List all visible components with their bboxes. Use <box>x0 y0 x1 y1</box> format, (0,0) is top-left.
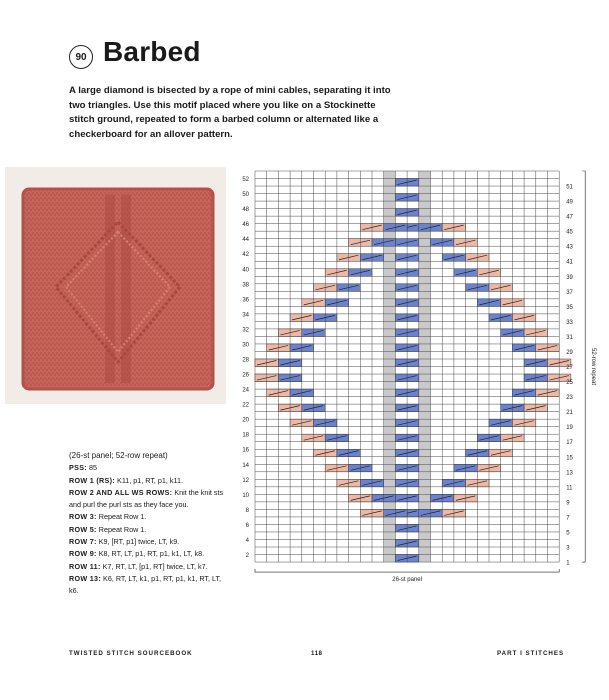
row-number-left: 34 <box>242 312 249 319</box>
row-number-right: 49 <box>566 199 573 206</box>
instruction-row: ROW 2 AND ALL WS ROWS: Knit the knit sts and purl the purl sts as they face you. <box>69 487 224 510</box>
row-number-left: 10 <box>242 492 249 499</box>
row-number-right: 51 <box>566 184 573 191</box>
row-number-left: 44 <box>242 237 249 244</box>
panel-bracket <box>255 569 559 572</box>
row-number-left: 28 <box>242 357 249 364</box>
row-number-left: 46 <box>242 222 249 229</box>
row-number-left: 8 <box>245 507 249 514</box>
instruction-row: ROW 3: Repeat Row 1. <box>69 512 147 522</box>
row-number-left: 42 <box>242 252 249 259</box>
row-number-left: 14 <box>242 462 249 469</box>
row-number-right: 43 <box>566 244 573 251</box>
footer-book-title: TWISTED STITCH SOURCEBOOK <box>69 650 193 657</box>
row-number-left: 2 <box>245 553 249 560</box>
row-number-right: 5 <box>566 530 570 537</box>
row-number-left: 18 <box>242 432 249 439</box>
row-number-right: 7 <box>566 515 570 522</box>
row-number-right: 31 <box>566 334 573 341</box>
instruction-row: ROW 7: K9, [RT, p1] twice, LT, k9. <box>69 537 180 547</box>
row-number-left: 24 <box>242 387 249 394</box>
pattern-number: 90 <box>75 51 87 63</box>
row-number-right: 45 <box>566 229 573 236</box>
row-number-right: 11 <box>566 485 573 492</box>
instruction-row: PSS: 85 <box>69 463 97 473</box>
row-number-right: 37 <box>566 289 573 296</box>
row-number-right: 41 <box>566 259 573 266</box>
pattern-title: Barbed <box>103 36 201 67</box>
row-number-left: 12 <box>242 477 249 484</box>
instruction-row: ROW 1 (RS): K11, p1, RT, p1, k11. <box>69 475 183 485</box>
row-number-right: 3 <box>566 545 570 552</box>
instruction-row: ROW 11: K7, RT, LT, [p1, RT] twice, LT, k7. <box>69 561 208 571</box>
row-number-right: 29 <box>566 349 573 356</box>
row-number-left: 50 <box>242 192 249 199</box>
row-number-left: 16 <box>242 447 249 454</box>
instruction-row: ROW 13: K6, RT, LT, k1, p1, RT, p1, k1, RT, LT, k6. <box>69 573 222 596</box>
row-number-right: 23 <box>566 395 573 402</box>
row-number-right: 35 <box>566 304 573 311</box>
row-number-left: 48 <box>242 207 249 214</box>
row-number-right: 33 <box>566 319 573 326</box>
row-number-right: 17 <box>566 440 573 447</box>
row-number-right: 21 <box>566 410 573 417</box>
row-number-left: 52 <box>242 177 249 184</box>
repeat-label: 52-row repeat <box>590 348 597 386</box>
row-number-right: 39 <box>566 274 573 281</box>
row-number-left: 38 <box>242 282 249 289</box>
row-number-left: 32 <box>242 327 249 334</box>
row-number-right: 9 <box>566 500 570 507</box>
row-number-left: 40 <box>242 267 249 274</box>
panel-label: 26-st panel <box>392 577 422 584</box>
row-number-right: 1 <box>566 560 570 567</box>
footer-section: PART I STITCHES <box>497 650 565 657</box>
repeat-bracket <box>582 171 585 562</box>
row-number-left: 6 <box>245 522 249 529</box>
row-number-right: 25 <box>566 380 573 387</box>
instruction-row: ROW 9: K8, RT, LT, p1, RT, p1, k1, LT, k8. <box>69 549 205 559</box>
row-number-left: 30 <box>242 342 249 349</box>
row-number-right: 15 <box>566 455 573 462</box>
row-number-left: 26 <box>242 372 249 379</box>
row-number-left: 4 <box>245 537 249 544</box>
pattern-intro: A large diamond is bisected by a rope of mini cables, separating it into two triangles. Use this motif placed where you like on a Stockinette stitch ground, repeated to form a barbed column or alternated like a checkerboard for an allover pattern. <box>69 85 391 140</box>
row-number-left: 22 <box>242 402 249 409</box>
row-number-left: 36 <box>242 297 249 304</box>
row-number-right: 47 <box>566 214 573 221</box>
repeat-info: (26-st panel; 52-row repeat) <box>69 451 168 460</box>
row-number-right: 13 <box>566 470 573 477</box>
row-number-right: 27 <box>566 365 573 372</box>
row-number-left: 20 <box>242 417 249 424</box>
footer-page-number: 118 <box>311 650 323 657</box>
row-number-right: 19 <box>566 425 573 432</box>
instruction-row: ROW 5: Repeat Row 1. <box>69 524 147 534</box>
